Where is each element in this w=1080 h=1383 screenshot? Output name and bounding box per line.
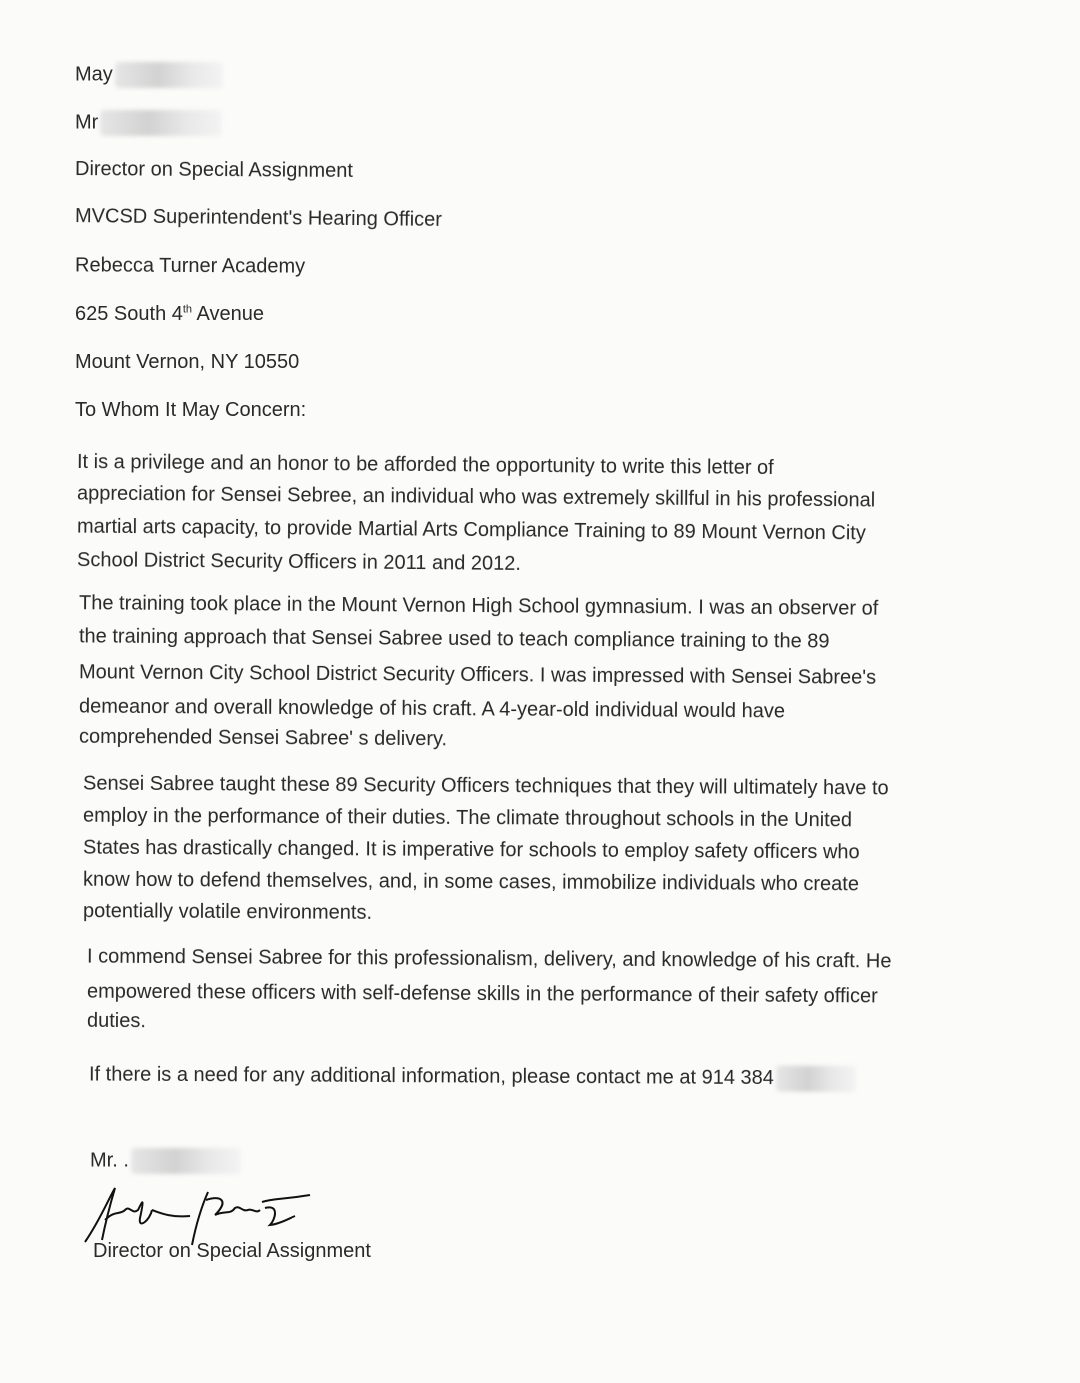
redacted-date bbox=[115, 62, 223, 88]
paragraph-1-line bbox=[77, 550, 521, 574]
salutation: To Whom It May Concern: bbox=[75, 399, 307, 421]
date: May bbox=[75, 63, 113, 86]
paragraph-2-line bbox=[79, 593, 878, 619]
line-text: It is a privilege and an honor to be afforded the opportunity to write this letter of bbox=[76, 450, 774, 480]
signer-prefix: Mr. . bbox=[90, 1149, 129, 1172]
line-text: Sensei Sabree taught these 89 Security Officers techniques that they will ultimately have to bbox=[82, 772, 889, 800]
date-line bbox=[75, 62, 223, 88]
paragraph-4-line bbox=[87, 982, 878, 1007]
city-line: Mount Vernon, NY 10550 bbox=[75, 351, 300, 373]
paragraph-5-line bbox=[89, 1062, 856, 1092]
redacted-signer-name bbox=[131, 1148, 241, 1174]
paragraph-2-line bbox=[79, 697, 785, 722]
paragraph-3-line bbox=[83, 806, 852, 831]
line-text: duties. bbox=[86, 1009, 147, 1033]
line-text: Mount Vernon City School District Security Officers. I was impressed with Sensei Sabree's bbox=[78, 661, 877, 689]
signer-name-line bbox=[90, 1148, 241, 1174]
paragraph-2-line bbox=[79, 662, 876, 688]
paragraph-3-line bbox=[83, 838, 860, 863]
paragraph-3-line bbox=[83, 870, 859, 895]
paragraph-4-line bbox=[87, 1011, 146, 1031]
line-text: appreciation for Sensei Sebree, an individual who was extremely skillful in his professional bbox=[76, 482, 876, 512]
paragraph-3-line bbox=[83, 901, 372, 923]
paragraph-1-line bbox=[77, 517, 866, 544]
line-text: The training took place in the Mount Vernon High School gymnasium. I was an observer of bbox=[78, 592, 879, 620]
line-text: potentially volatile environments. bbox=[82, 900, 373, 924]
ordinal-suffix: th bbox=[182, 303, 193, 316]
paragraph-3-line bbox=[83, 774, 889, 799]
signer-title: Director on Special Assignment bbox=[93, 1240, 371, 1262]
line-text: States has drastically changed. It is imperative for schools to employ safety officers who bbox=[82, 836, 860, 864]
line-text: comprehended Sensei Sabree' s delivery. bbox=[78, 725, 448, 751]
paragraph-4-line bbox=[87, 947, 892, 972]
paragraph-1-line bbox=[77, 484, 875, 511]
recipient-title: Director on Special Assignment bbox=[74, 158, 353, 182]
line-text: the training approach that Sensei Sabree used to teach compliance training to the 89 bbox=[78, 625, 830, 653]
line-text: If there is a need for any additional information, please contact me at 914 384 bbox=[88, 1063, 774, 1089]
line-text: know how to defend themselves, and, in some cases, immobilize individuals who create bbox=[82, 868, 860, 896]
line-text: employ in the performance of their duties. The climate throughout schools in the United bbox=[82, 804, 853, 832]
line-text: martial arts capacity, to provide Martial Arts Compliance Training to 89 Mount Vernon City bbox=[76, 515, 866, 545]
street-number: 625 South 4 bbox=[75, 303, 183, 325]
line-text: empowered these officers with self-defense skills in the performance of their safety officer bbox=[86, 980, 878, 1008]
line-text: I commend Sensei Sabree for this professionalism, delivery, and knowledge of his craft. He bbox=[86, 945, 892, 973]
redacted-name bbox=[100, 110, 222, 136]
paragraph-1-line bbox=[77, 452, 774, 478]
recipient-name-line bbox=[75, 110, 222, 136]
redacted-phone bbox=[776, 1066, 856, 1092]
line-text: demeanor and overall knowledge of his craft. A 4-year-old individual would have bbox=[78, 695, 786, 723]
street-name: Avenue bbox=[196, 303, 264, 325]
organization: MVCSD Superintendent's Hearing Officer bbox=[74, 205, 443, 231]
school-name: Rebecca Turner Academy bbox=[74, 254, 306, 278]
line-text: School District Security Officers in 2011 and 2012. bbox=[76, 549, 522, 575]
recipient-prefix: Mr bbox=[75, 111, 99, 134]
street-address bbox=[75, 304, 264, 324]
paragraph-2-line bbox=[79, 626, 830, 651]
paragraph-2-line bbox=[79, 727, 447, 750]
